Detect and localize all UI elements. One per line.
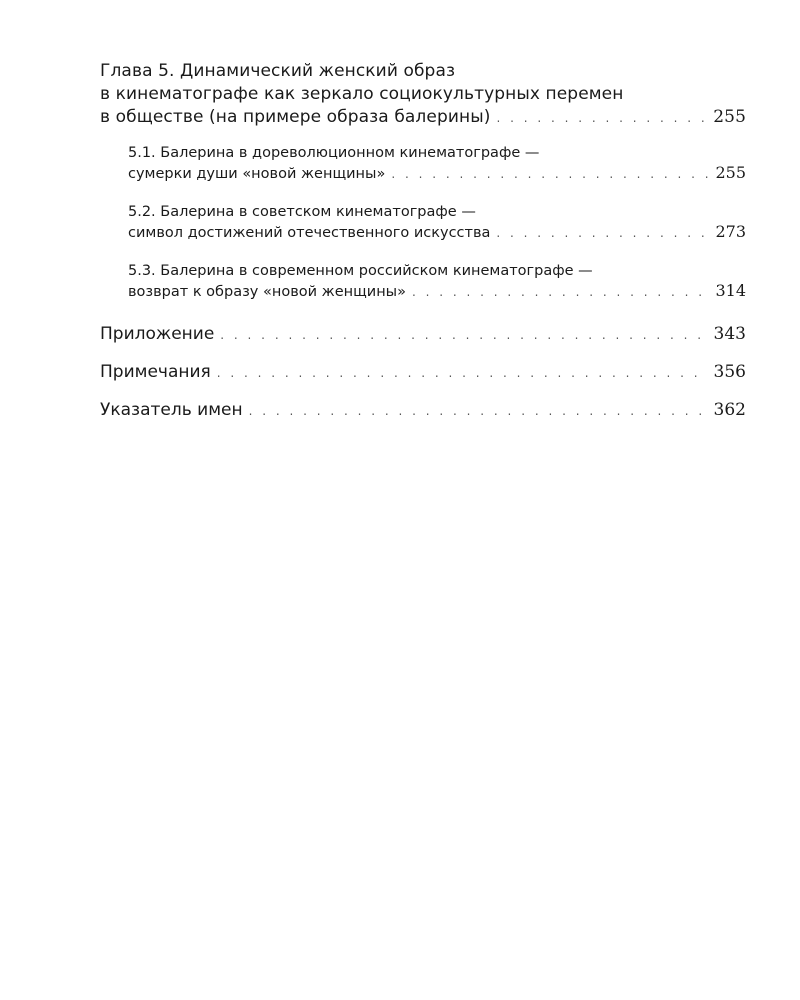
toc-entry-appendix[interactable]	[100, 323, 746, 347]
toc-entry-title-line: в кинематографе как зеркало социокультурных перемен	[100, 84, 624, 104]
toc-entry-title: Приложение	[100, 324, 215, 344]
toc-entry-title-line: сумерки души «новой женщины»	[128, 166, 386, 182]
toc-entry-title-line: возврат к образу «новой женщины»	[128, 284, 407, 300]
dot-leader	[249, 400, 708, 423]
dot-leader	[496, 224, 709, 243]
table-of-contents	[100, 60, 746, 423]
toc-entry-title-line: Глава 5. Динамический женский образ	[100, 61, 456, 81]
toc-page-number: 362	[713, 400, 746, 420]
toc-entry-last-line	[100, 361, 746, 385]
toc-page-number: 255	[713, 107, 746, 127]
dot-leader	[496, 107, 707, 130]
toc-entry-section-5-1[interactable]	[128, 144, 746, 184]
toc-entry-section-5-3[interactable]	[128, 262, 746, 302]
toc-page-number: 343	[713, 324, 746, 344]
dot-leader	[391, 165, 709, 184]
toc-entry-last-line	[128, 281, 746, 302]
dot-leader	[217, 362, 708, 385]
toc-entry-title-line: символ достижений отечественного искусства	[128, 225, 491, 241]
toc-entry-title-line: 5.1. Балерина в дореволюционном кинематографе —	[128, 145, 540, 161]
toc-entry-last-line	[100, 399, 746, 423]
toc-page-number: 255	[715, 163, 746, 182]
toc-entry-last-line	[100, 106, 746, 130]
dot-leader	[412, 283, 709, 302]
toc-entry-chapter-5[interactable]	[100, 60, 746, 130]
toc-entry-last-line	[100, 323, 746, 347]
toc-entry-last-line	[128, 222, 746, 243]
toc-entry-title: Примечания	[100, 362, 211, 382]
toc-page-number: 314	[715, 281, 746, 300]
toc-page-number: 273	[715, 222, 746, 241]
toc-page-number: 356	[713, 362, 746, 382]
toc-entry-title-line: 5.3. Балерина в современном российском кинематографе —	[128, 263, 593, 279]
dot-leader	[220, 324, 707, 347]
toc-entry-index[interactable]	[100, 399, 746, 423]
toc-entry-title: Указатель имен	[100, 400, 243, 420]
toc-entry-section-5-2[interactable]	[128, 203, 746, 243]
toc-entry-last-line	[128, 163, 746, 184]
toc-entry-title-line: 5.2. Балерина в советском кинематографе —	[128, 204, 476, 220]
toc-entry-notes[interactable]	[100, 361, 746, 385]
toc-entry-title-line: в обществе (на примере образа балерины)	[100, 107, 491, 127]
